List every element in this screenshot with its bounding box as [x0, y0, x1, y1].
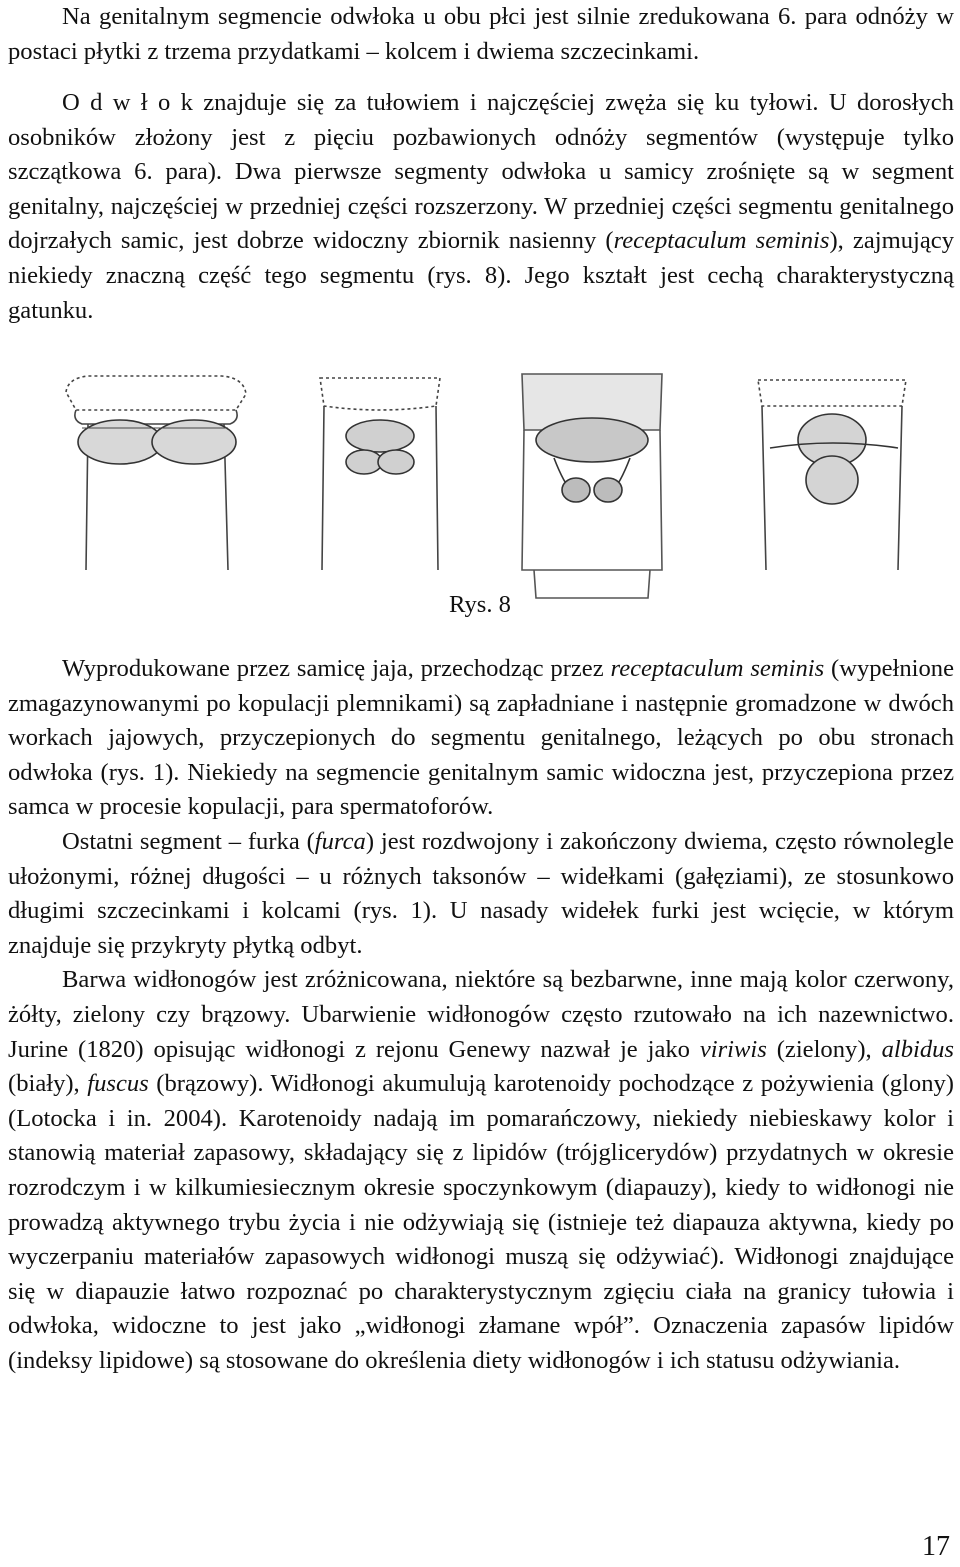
- page-number: 17: [922, 1531, 950, 1562]
- text-intro: Na genitalnym segmencie odwłoka u obu płci jest silnie zredukowana 6. para odnóży w postaci płytki z trzema przydatkami – kolcem i dwiema szczecinkami.: [8, 3, 954, 65]
- paragraph-eggs: [8, 652, 954, 825]
- paragraph-abdomen: [8, 86, 954, 328]
- latin-receptaculum-2: receptaculum seminis: [610, 655, 825, 682]
- text-color-2: (zielony),: [766, 1035, 882, 1063]
- text-abdomen-1: znajduje się za tułowiem i najczęściej zwęża się ku tyłowi. U dorosłych osobników złożony jest z pięciu pozbawionych odnóży segmentów (występuje tylko szczątkowa 6. para). Dwa pierwsze segmenty odwłoka u samicy zrośnięte są w segment genitalny, najczęściej w przedniej części rozszerzony. W przedniej części segmentu genitalnego dojrzałych samic, jest dobrze widoczny zbiornik nasienny (: [8, 89, 954, 255]
- body-text-lower: [8, 652, 954, 1378]
- latin-receptaculum: receptaculum seminis: [613, 227, 830, 255]
- paragraph-genital-segment: [8, 0, 954, 69]
- text-eggs-1: Wyprodukowane przez samicę jaja, przechodząc przez: [62, 655, 611, 682]
- term-abdomen: O d w ł o k: [62, 89, 193, 116]
- latin-fuscus: fuscus: [87, 1070, 149, 1098]
- latin-viriwis: viriwis: [699, 1035, 767, 1063]
- paragraph-furca: [8, 825, 954, 963]
- text-furca-2: ) jest rozdwojony i zakończony dwiema, często równolegle ułożonymi, różnej długości – u różnych taksonów – widełkami (gałęziami), ze stosunkowo długimi szczecinkami i kolcami (rys. 1). U nasady widełek furki jest wcięcie, w którym znajduje się przykryty płytką odbyt.: [8, 827, 954, 959]
- text-color-1: Barwa widłonogów jest zróżnicowana, niektóre są bezbarwne, inne mają kolor czerwony, żółty, zielony czy brązowy. Ubarwienie widłonogów często rzutowało na ich nazewnictwo. Jurine (1820) opisując widłonogi z rejonu Genewy nazwał je jako: [8, 966, 954, 1063]
- text-abdomen-2: ), zajmujący niekiedy znaczną część tego segmentu (rys. 8). Jego kształt jest cechą charakterystyczną gatunku.: [8, 227, 954, 324]
- figure-segment-4: [752, 370, 912, 570]
- text-color-3: (biały),: [8, 1070, 88, 1098]
- figure-genital-segments: [0, 370, 960, 600]
- latin-albidus: albidus: [881, 1035, 954, 1063]
- figure-segment-2: [310, 370, 450, 570]
- text-color-4: (brązowy). Widłonogi akumulują karotenoidy pochodzące z pożywienia (glony) (Lotocka i in. 2004). Karotenoidy nadają im pomarańczowy, niekiedy niebieskawy kolor i stanowią materiał zapasowy, składający się z lipidów (trójglicerydów) przydatnych w okresie rozrodczym i w kilkumiesiecznym okresie spoczynkowym (diapauzy), kiedy to widłonogi nie prowadzą aktywnego trybu życia i nie odżywiają się (istnieje też diapauza aktywna, kiedy po wyczerpaniu materiałów zapasowych widłonogi muszą się odżywiać). Widłonogi znajdujące się w diapauzie łatwo rozpoznać po charakterystycznym zgięciu ciała na granicy tułowia i odwłoka, widoczne to jest jako „widłonogi złamane wpół”. Oznaczenia zapasów lipidów (indeksy lipidowe) są stosowane do określenia diety widłonogów i ich statusu odżywiania.: [8, 1070, 954, 1374]
- figure-segment-1: [58, 370, 252, 570]
- latin-furca: furca: [314, 827, 366, 855]
- text-eggs-2: (wypełnione zmagazynowanymi po kopulacji plemnikami) są zapładniane i następnie gromadzone w dwóch workach jajowych, przyczepionych do segmentu genitalnego, leżących po obu stronach odwłoka (rys. 1). Niekiedy na segmencie genitalnym samic widoczna jest, przyczepiona przez samca w procesie kopulacji, para spermatoforów.: [8, 655, 954, 821]
- figure-segment-3: [514, 370, 670, 600]
- text-furca-1: Ostatni segment – furka (: [62, 827, 315, 855]
- paragraph-color: [8, 963, 954, 1378]
- figure-caption: Rys. 8: [449, 591, 511, 618]
